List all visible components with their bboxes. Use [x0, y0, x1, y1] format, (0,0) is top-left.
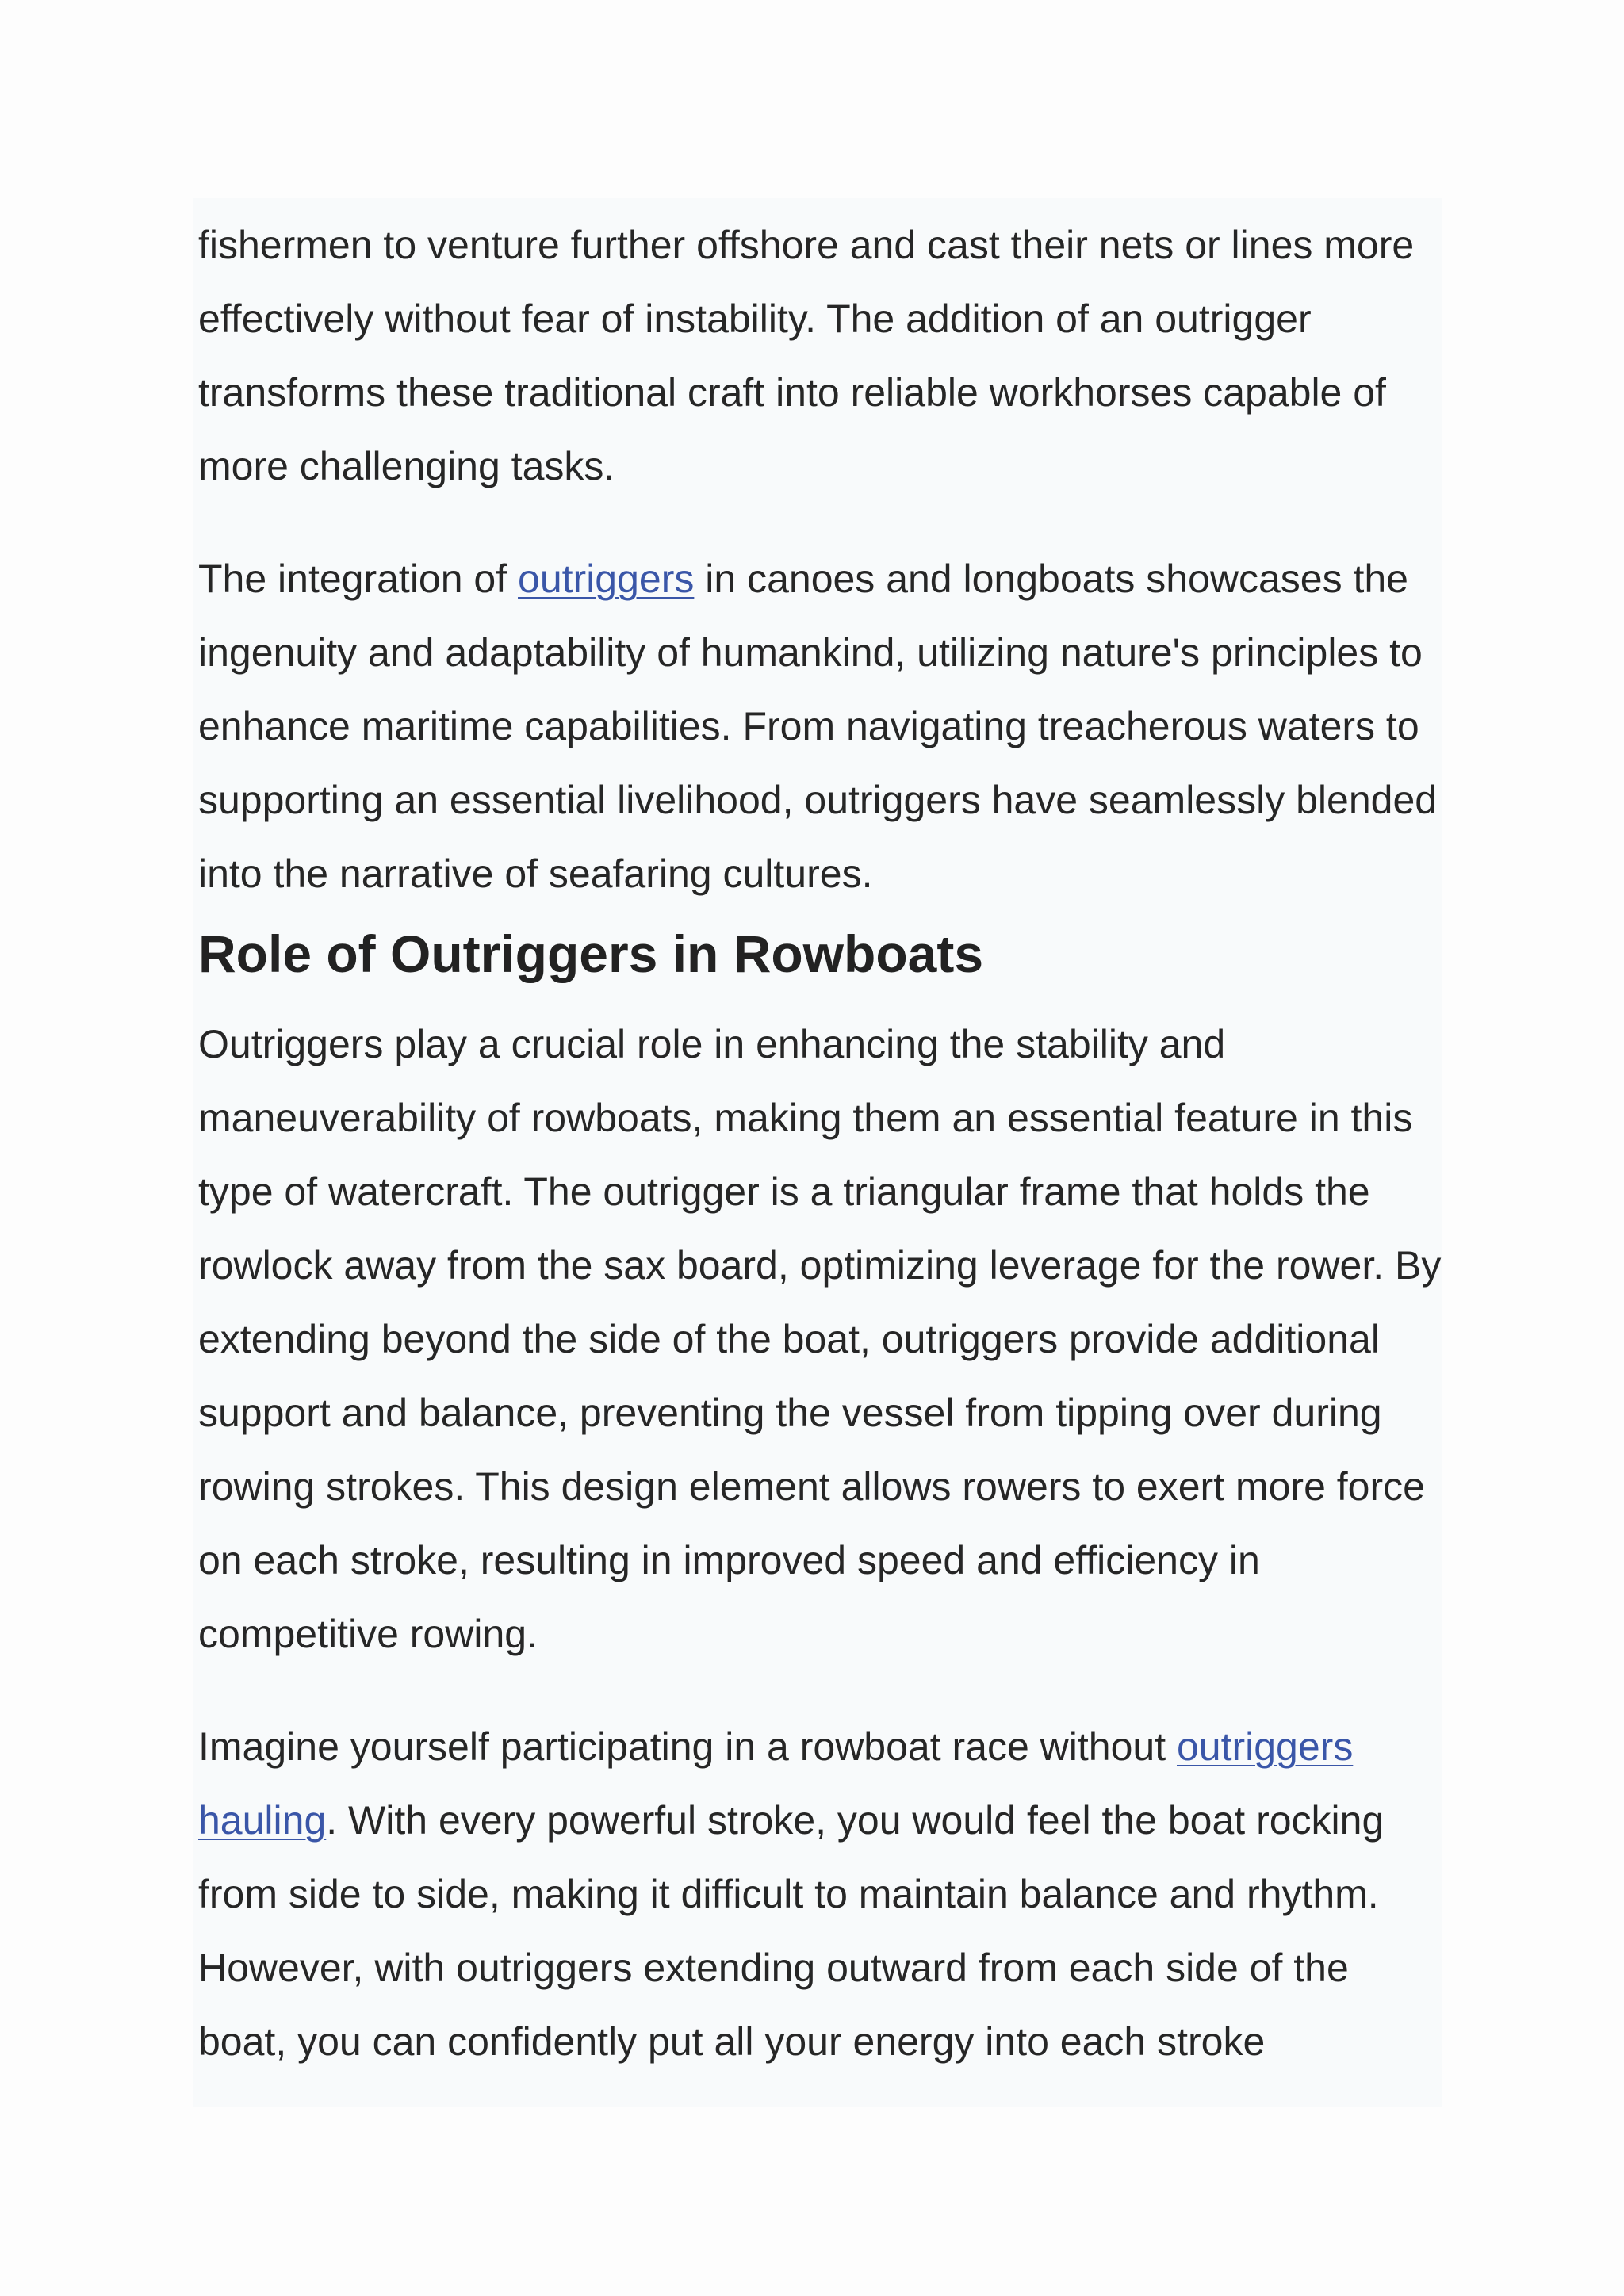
outriggers-hauling-link[interactable]: outriggers hauling	[198, 1724, 1354, 1843]
paragraph-role: Outriggers play a crucial role in enhancing the stability and maneuverability of rowboats, making them an essential feature in this type of watercraft. The outrigger is a triangular frame that holds the rowlock away from the sax board, optimizing leverage for the rower. By extending beyond the side of the boat, outriggers provide additional support and balance, preventing the vessel from tipping over during rowing strokes. This design element allows rowers to exert more force on each stroke, resulting in improved speed and efficiency in competitive rowing.	[198, 1022, 1442, 1656]
paragraph-imagine-text-start: Imagine yourself participating in a rowboat race without	[198, 1724, 1177, 1769]
paragraph-integration-text-end: in canoes and longboats showcases the ingenuity and adaptability of humankind, utilizing nature's principles to enhance maritime capabilities. From navigating treacherous waters to supporting an essential livelihood, outriggers have seamlessly blended into the narrative of seafaring cultures.	[198, 557, 1438, 896]
paragraph-integration	[198, 542, 1442, 911]
outriggers-link[interactable]: outriggers	[518, 557, 695, 601]
section-heading: Role of Outriggers in Rowboats	[198, 924, 984, 983]
paragraph-fishermen: fishermen to venture further offshore and cast their nets or lines more effectively without fear of instability. The addition of an outrigger transforms these traditional craft into reliable workhorses capable of more challenging tasks.	[198, 223, 1415, 488]
paragraph-imagine-text-end: . With every powerful stroke, you would feel the boat rocking from side to side, making it difficult to maintain balance and rhythm. However, with outriggers extending outward from each side of the boat, you can confidently put all your energy into each stroke	[198, 1798, 1385, 2064]
article-body	[198, 209, 1442, 2079]
paragraph-imagine	[198, 1710, 1442, 2079]
paragraph-integration-text-start: The integration of	[198, 557, 519, 601]
